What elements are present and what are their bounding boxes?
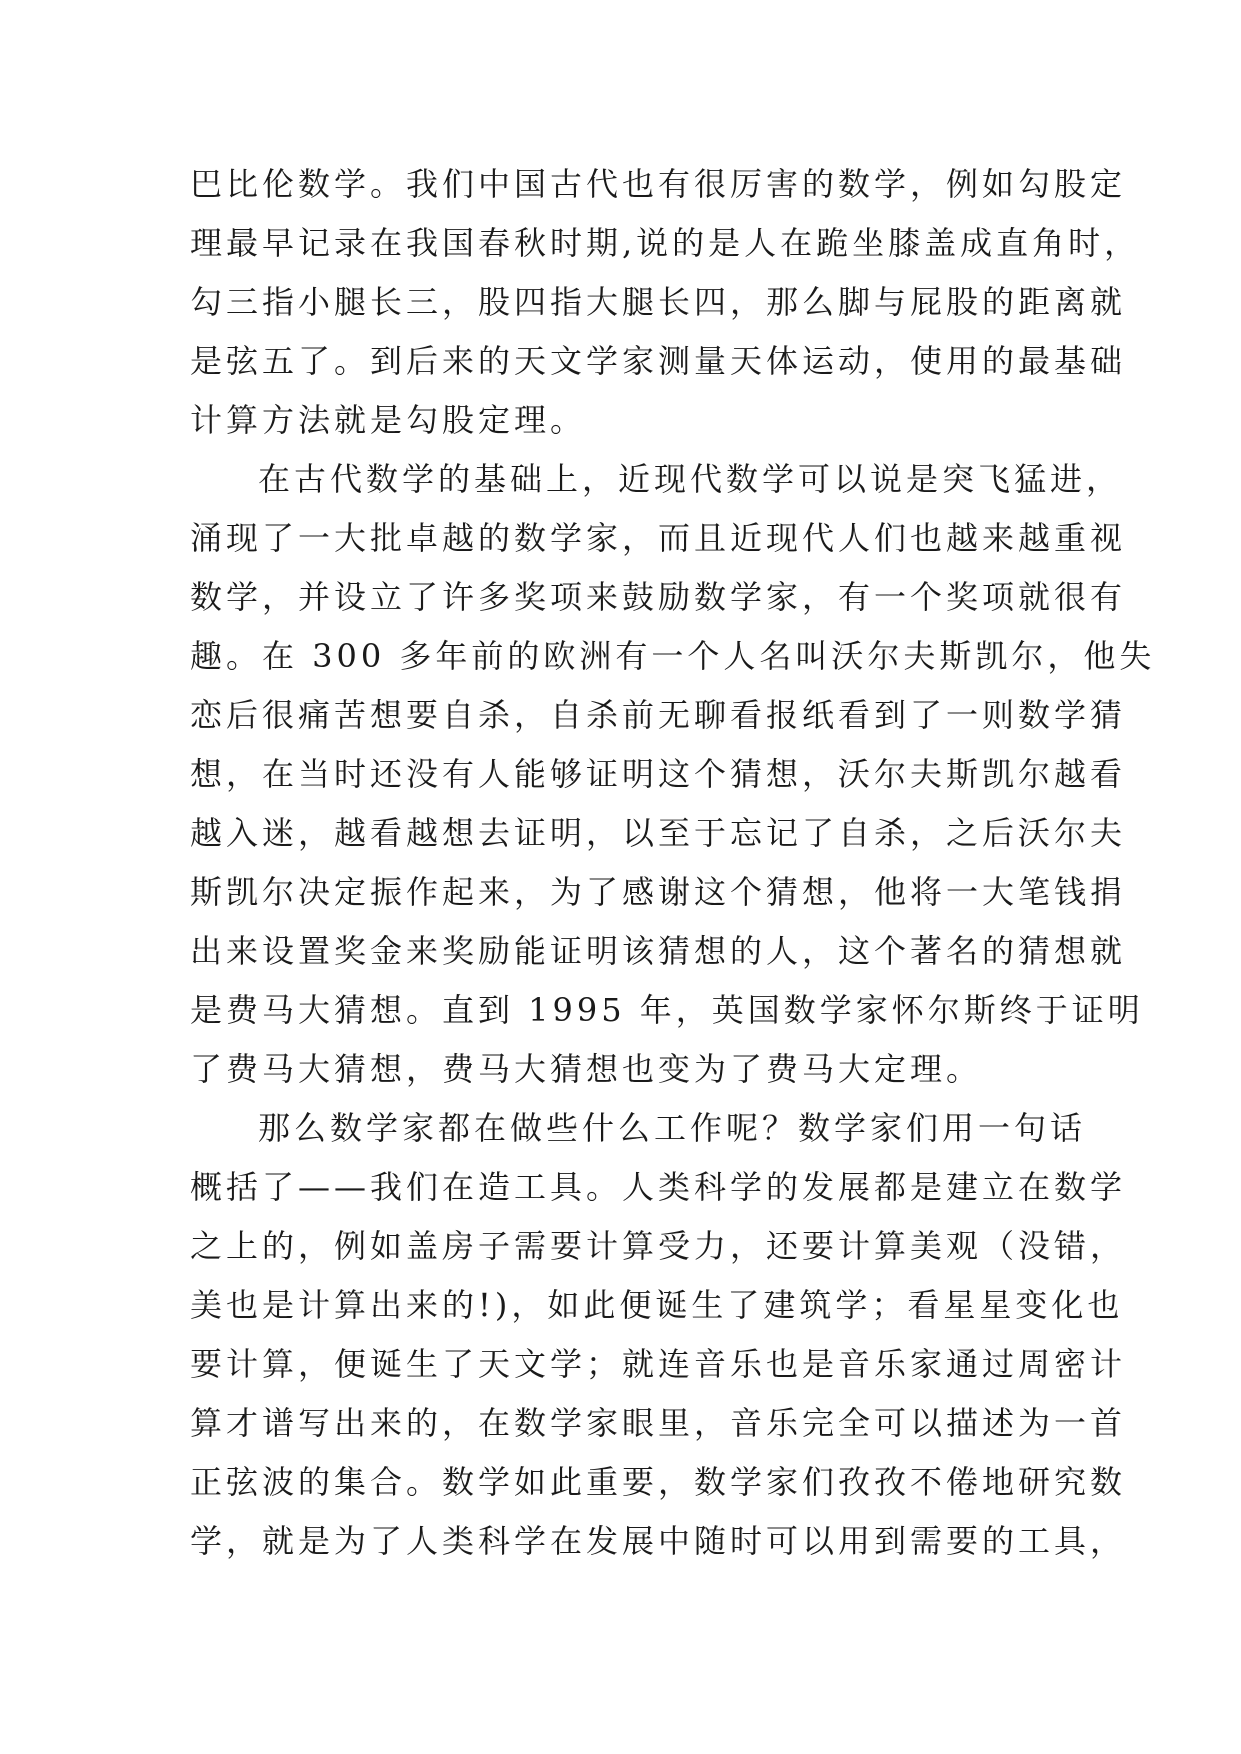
text-line: 是弦五了。到后来的天文学家测量天体运动，使用的最基础 (190, 342, 1127, 380)
text-line: 勾三指小腿长三，股四指大腿长四，那么脚与屁股的距离就 (190, 283, 1127, 321)
text-line-indented: 那么数学家都在做些什么工作呢？数学家们用一句话 (258, 1109, 1087, 1147)
text-line: 越入迷，越看越想去证明，以至于忘记了自杀，之后沃尔夫 (190, 814, 1127, 852)
text-line: 学，就是为了人类科学在发展中随时可以用到需要的工具， (190, 1522, 1127, 1560)
text-line: 出来设置奖金来奖励能证明该猜想的人，这个著名的猜想就 (190, 932, 1127, 970)
text-line: 要计算，便诞生了天文学；就连音乐也是音乐家通过周密计 (190, 1345, 1127, 1383)
text-line: 趣。在 300 多年前的欧洲有一个人名叫沃尔夫斯凯尔，他失 (190, 637, 1156, 675)
text-line: 斯凯尔决定振作起来，为了感谢这个猜想，他将一大笔钱捐 (190, 873, 1127, 911)
text-line: 正弦波的集合。数学如此重要，数学家们孜孜不倦地研究数 (190, 1463, 1127, 1501)
text-line: 计算方法就是勾股定理。 (190, 401, 587, 439)
text-line: 美也是计算出来的!)，如此便诞生了建筑学；看星星变化也 (190, 1286, 1124, 1324)
text-line: 理最早记录在我国春秋时期,说的是人在跪坐膝盖成直角时， (190, 224, 1141, 262)
text-line: 涌现了一大批卓越的数学家，而且近现代人们也越来越重视 (190, 519, 1127, 557)
text-line-indented: 在古代数学的基础上，近现代数学可以说是突飞猛进， (258, 460, 1123, 498)
text-line: 算才谱写出来的，在数学家眼里，音乐完全可以描述为一首 (190, 1404, 1127, 1442)
text-line: 想，在当时还没有人能够证明这个猜想，沃尔夫斯凯尔越看 (190, 755, 1127, 793)
body-text (190, 155, 1156, 1571)
text-line: 恋后很痛苦想要自杀，自杀前无聊看报纸看到了一则数学猜 (190, 696, 1127, 734)
paragraph-2 (190, 450, 1156, 1099)
text-line: 之上的，例如盖房子需要计算受力，还要计算美观（没错， (190, 1227, 1127, 1265)
text-line: 数学，并设立了许多奖项来鼓励数学家，有一个奖项就很有 (190, 578, 1127, 616)
paragraph-3 (190, 1099, 1127, 1571)
paragraph-1 (190, 155, 1141, 450)
text-line: 概括了——我们在造工具。人类科学的发展都是建立在数学 (190, 1168, 1127, 1206)
text-line: 巴比伦数学。我们中国古代也有很厉害的数学，例如勾股定 (190, 165, 1127, 203)
text-line: 了费马大猜想，费马大猜想也变为了费马大定理。 (190, 1050, 983, 1088)
text-line: 是费马大猜想。直到 1995 年，英国数学家怀尔斯终于证明 (190, 991, 1144, 1029)
